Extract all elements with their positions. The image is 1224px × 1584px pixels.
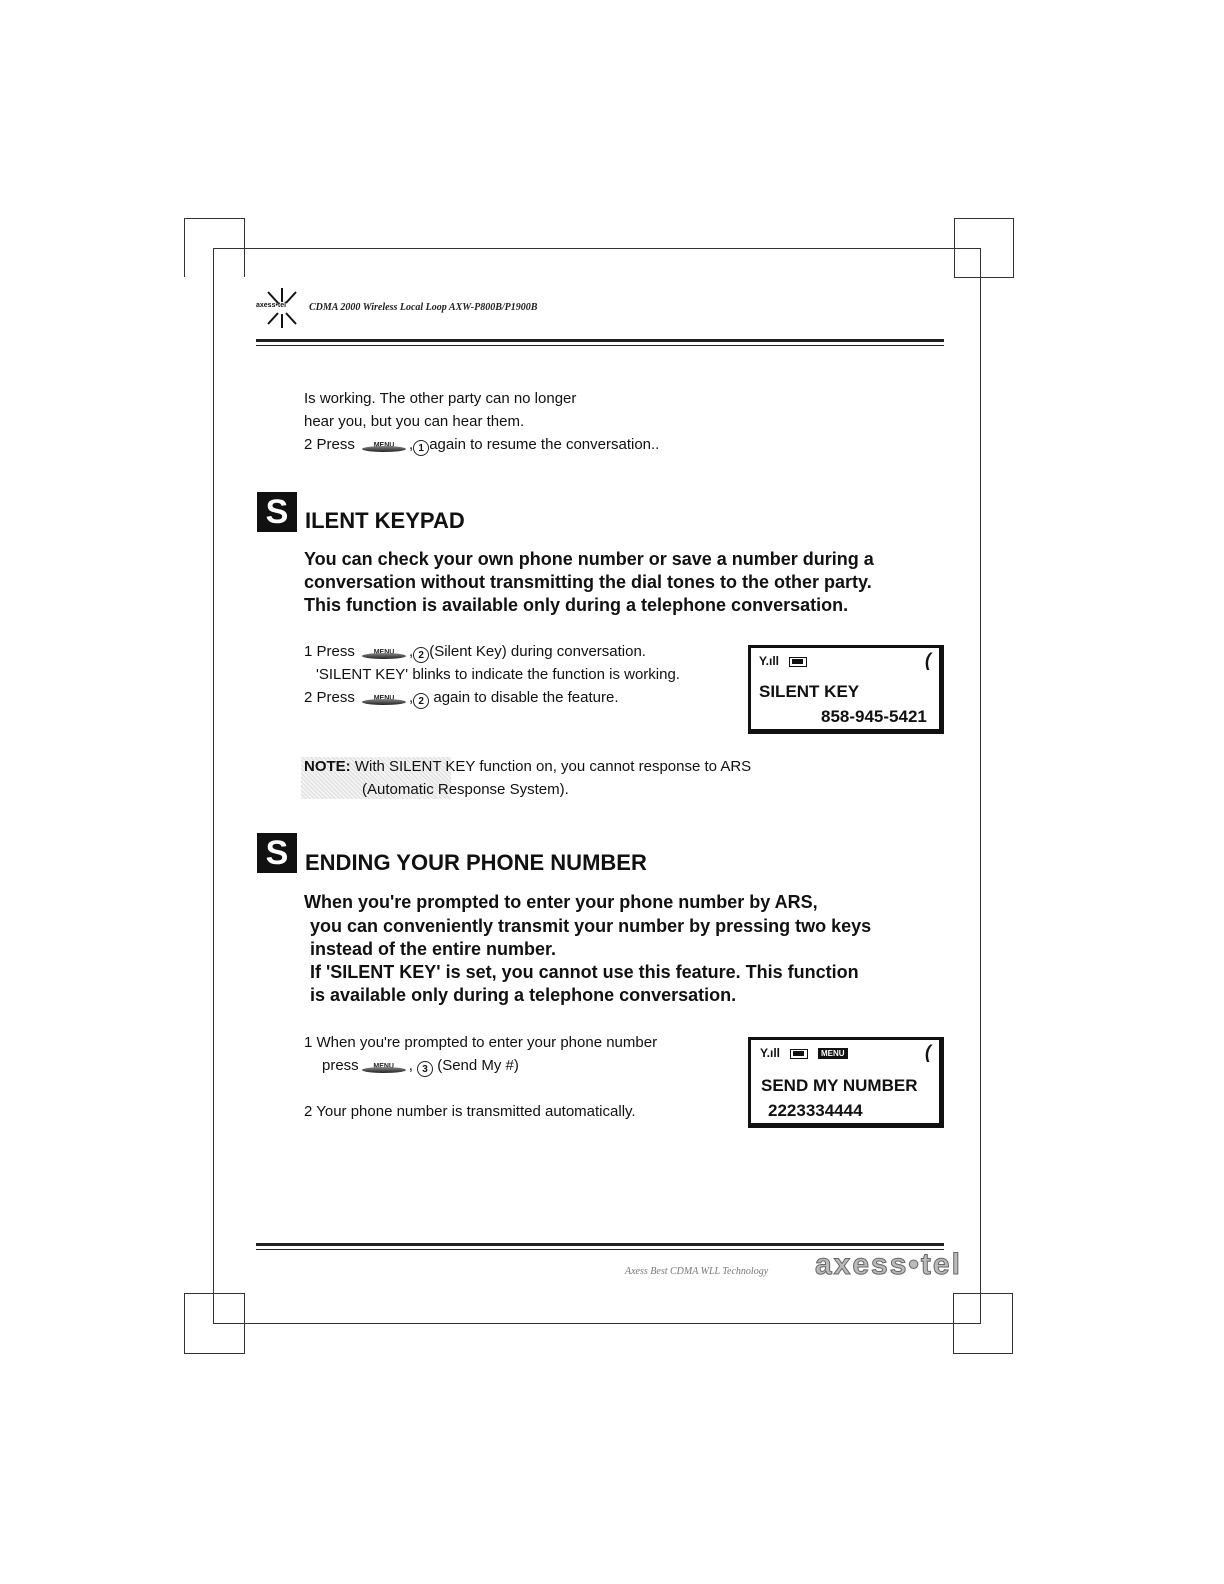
intro-resume-text: again to resume the conversation.. (429, 436, 660, 453)
lcd-phone-number: 2223334444 (768, 1101, 863, 1120)
note-line-2: (Automatic Response System). (362, 781, 569, 798)
sending-lead-1: When you're prompted to enter your phone number by ARS, (304, 892, 818, 912)
section-title-sending-number: ENDING YOUR PHONE NUMBER (305, 850, 647, 875)
key-2-icon: 2 (413, 693, 429, 709)
battery-icon (789, 657, 807, 667)
section-badge-silent: S (257, 492, 297, 532)
key-1-icon: 1 (413, 440, 429, 456)
lcd-send-my-number-label: SEND MY NUMBER (761, 1076, 918, 1095)
sending-lead-5: is available only during a telephone conversation. (310, 985, 737, 1005)
intro-press-text: 2 Press (304, 436, 355, 453)
menu-key-icon (359, 690, 409, 706)
silent-lead-1: You can check your own phone number or save a number during a (304, 549, 874, 569)
note-text-1: With SILENT KEY function on, you cannot response to ARS (354, 758, 752, 775)
call-handset-icon: ( (925, 1042, 931, 1062)
footer-rule (256, 1243, 944, 1246)
menu-key-icon (359, 1058, 409, 1074)
note-line-1 (304, 755, 751, 778)
intro-line-1: Is working. The other party can no longer (304, 390, 577, 407)
header-logo-text: axess•tel (256, 302, 287, 309)
silent-step-1: 1 Press , 2 (Silent Key) during conversation. (304, 640, 646, 663)
sending-lead-4: If 'SILENT KEY' is set, you cannot use this feature. This function (310, 962, 859, 982)
silent-lead-3: This function is available only during a telephone conversation. (304, 595, 849, 615)
key-2-icon: 2 (413, 647, 429, 663)
lcd-menu-tag: MENU (818, 1048, 848, 1059)
lcd-display-silent-key (748, 645, 944, 734)
silent-step2-press: 2 Press (304, 689, 355, 706)
sending-send-my-desc: (Send My #) (437, 1057, 519, 1074)
menu-key-icon (359, 437, 409, 453)
silent-lead-2: conversation without transmitting the dial tones to the other party. (304, 572, 872, 592)
intro-line-2: hear you, but you can hear them. (304, 413, 525, 430)
sending-step-2: 2 Your phone number is transmitted automatically. (304, 1103, 636, 1120)
section-title-silent-keypad: ILENT KEYPAD (305, 508, 465, 533)
menu-key-icon (359, 644, 409, 660)
lcd-phone-number: 858-945-5421 (821, 707, 927, 726)
sending-press-text: press (322, 1057, 359, 1074)
intro-line-3: 2 Press , 1 again to resume the conversation.. (304, 433, 659, 456)
lcd-silent-key-label: SILENT KEY (759, 682, 860, 701)
silent-step-2: 2 Press , 2 again to disable the feature. (304, 686, 619, 709)
silent-step1-desc: (Silent Key) during conversation. (429, 643, 646, 660)
signal-strength-icon: Y.ıll (760, 1046, 781, 1060)
sending-step-1-line-2: press , 3 (Send My #) (322, 1054, 519, 1077)
lcd-display-send-number (748, 1037, 944, 1128)
sending-step-1-line-1: 1 When you're prompted to enter your phone number (304, 1034, 658, 1051)
silent-step1-press: 1 Press (304, 643, 355, 660)
battery-icon (790, 1049, 808, 1059)
header-rule-thin (256, 345, 944, 346)
section-badge-sending: S (257, 833, 297, 873)
silent-step2-desc: again to disable the feature. (433, 689, 619, 706)
sending-lead-2: you can conveniently transmit your number by pressing two keys (310, 916, 872, 936)
signal-strength-icon: Y.ıll (759, 654, 780, 668)
footer-tagline: Axess Best CDMA WLL Technology (625, 1266, 769, 1277)
silent-step-1-note: 'SILENT KEY' blinks to indicate the function is working. (316, 666, 680, 683)
header-rule (256, 339, 944, 342)
key-3-icon: 3 (417, 1061, 433, 1077)
call-handset-icon: ( (925, 650, 931, 670)
footer-brand-logo: axess•tel (815, 1248, 962, 1281)
sending-lead-3: instead of the entire number. (310, 939, 557, 959)
header-product-line: CDMA 2000 Wireless Local Loop AXW-P800B/P1900B (309, 302, 538, 313)
note-label: NOTE: (304, 758, 351, 775)
